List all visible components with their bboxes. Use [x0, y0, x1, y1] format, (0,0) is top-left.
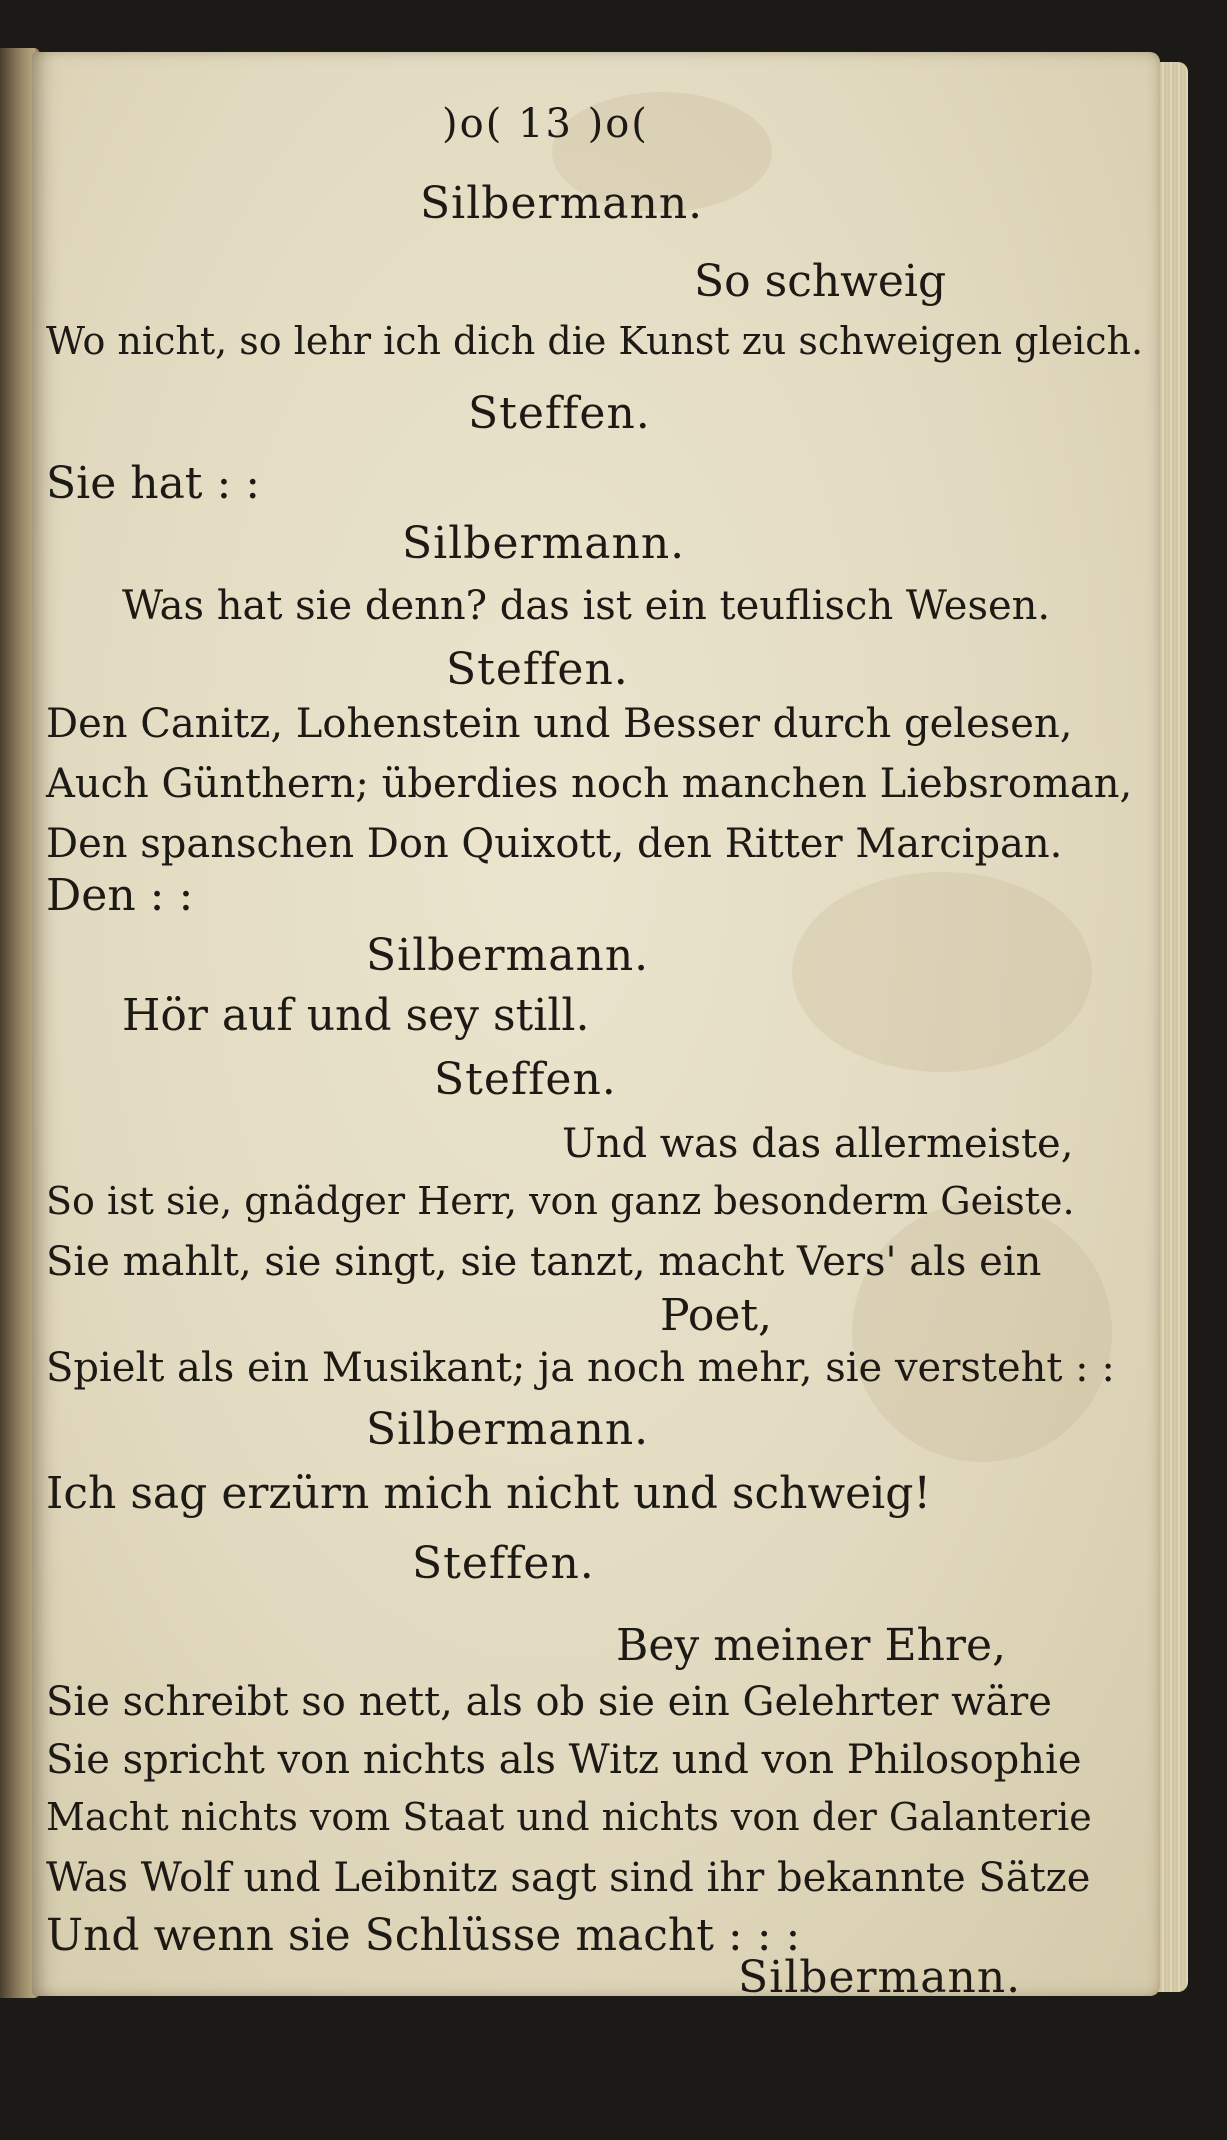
verse-line: Auch Günthern; überdies noch manchen Liebsroman, — [46, 761, 1133, 807]
catchword: Silbermann. — [738, 1952, 1022, 2003]
verse-line: Den Canitz, Lohenstein und Besser durch gelesen, — [46, 701, 1073, 747]
speaker-name: Steffen. — [446, 644, 629, 695]
verse-line: Ich sag erzürn mich nicht und schweig! — [46, 1468, 932, 1519]
verse-line: Und wenn sie Schlüsse macht : : : — [46, 1910, 801, 1961]
verse-line: Den : : — [46, 870, 194, 921]
verse-line: Sie mahlt, sie singt, sie tanzt, macht Vers' als ein — [46, 1239, 1042, 1285]
verse-line: Hör auf und sey still. — [122, 990, 590, 1041]
book-page — [32, 52, 1160, 2003]
speaker-name: Silbermann. — [366, 1404, 650, 1455]
verse-line: Und was das allermeiste, — [562, 1121, 1074, 1167]
verse-line: Poet, — [660, 1290, 773, 1341]
verse-line: Sie spricht von nichts als Witz und von Philosophie — [46, 1737, 1082, 1783]
speaker-name: Steffen. — [468, 388, 651, 439]
verse-line: Bey meiner Ehre, — [616, 1620, 1006, 1671]
speaker-name: Silbermann. — [420, 178, 704, 229]
page-number-header: )o( 13 )o( — [442, 101, 649, 147]
verse-line: So schweig — [694, 256, 947, 307]
verse-line: Spielt als ein Musikant; ja noch mehr, sie versteht : : — [46, 1345, 1115, 1391]
verse-line: Sie schreibt so nett, als ob sie ein Gelehrter wäre — [46, 1679, 1052, 1725]
verse-line: Sie hat : : — [46, 458, 261, 509]
speaker-name: Silbermann. — [366, 930, 650, 981]
speaker-name: Steffen. — [412, 1538, 595, 1589]
speaker-name: Steffen. — [434, 1054, 617, 1105]
verse-line: Was Wolf und Leibnitz sagt sind ihr bekannte Sätze — [46, 1855, 1091, 1901]
verse-line: Was hat sie denn? das ist ein teuflisch Wesen. — [122, 583, 1051, 629]
speaker-name: Silbermann. — [402, 518, 686, 569]
verse-line: So ist sie, gnädger Herr, von ganz besonderm Geiste. — [46, 1179, 1075, 1223]
verse-line: Den spanschen Don Quixott, den Ritter Marcipan. — [46, 821, 1063, 867]
verse-line: Macht nichts vom Staat und nichts von der Galanterie — [46, 1795, 1092, 1839]
verse-line: Wo nicht, so lehr ich dich die Kunst zu schweigen gleich. — [46, 319, 1144, 363]
